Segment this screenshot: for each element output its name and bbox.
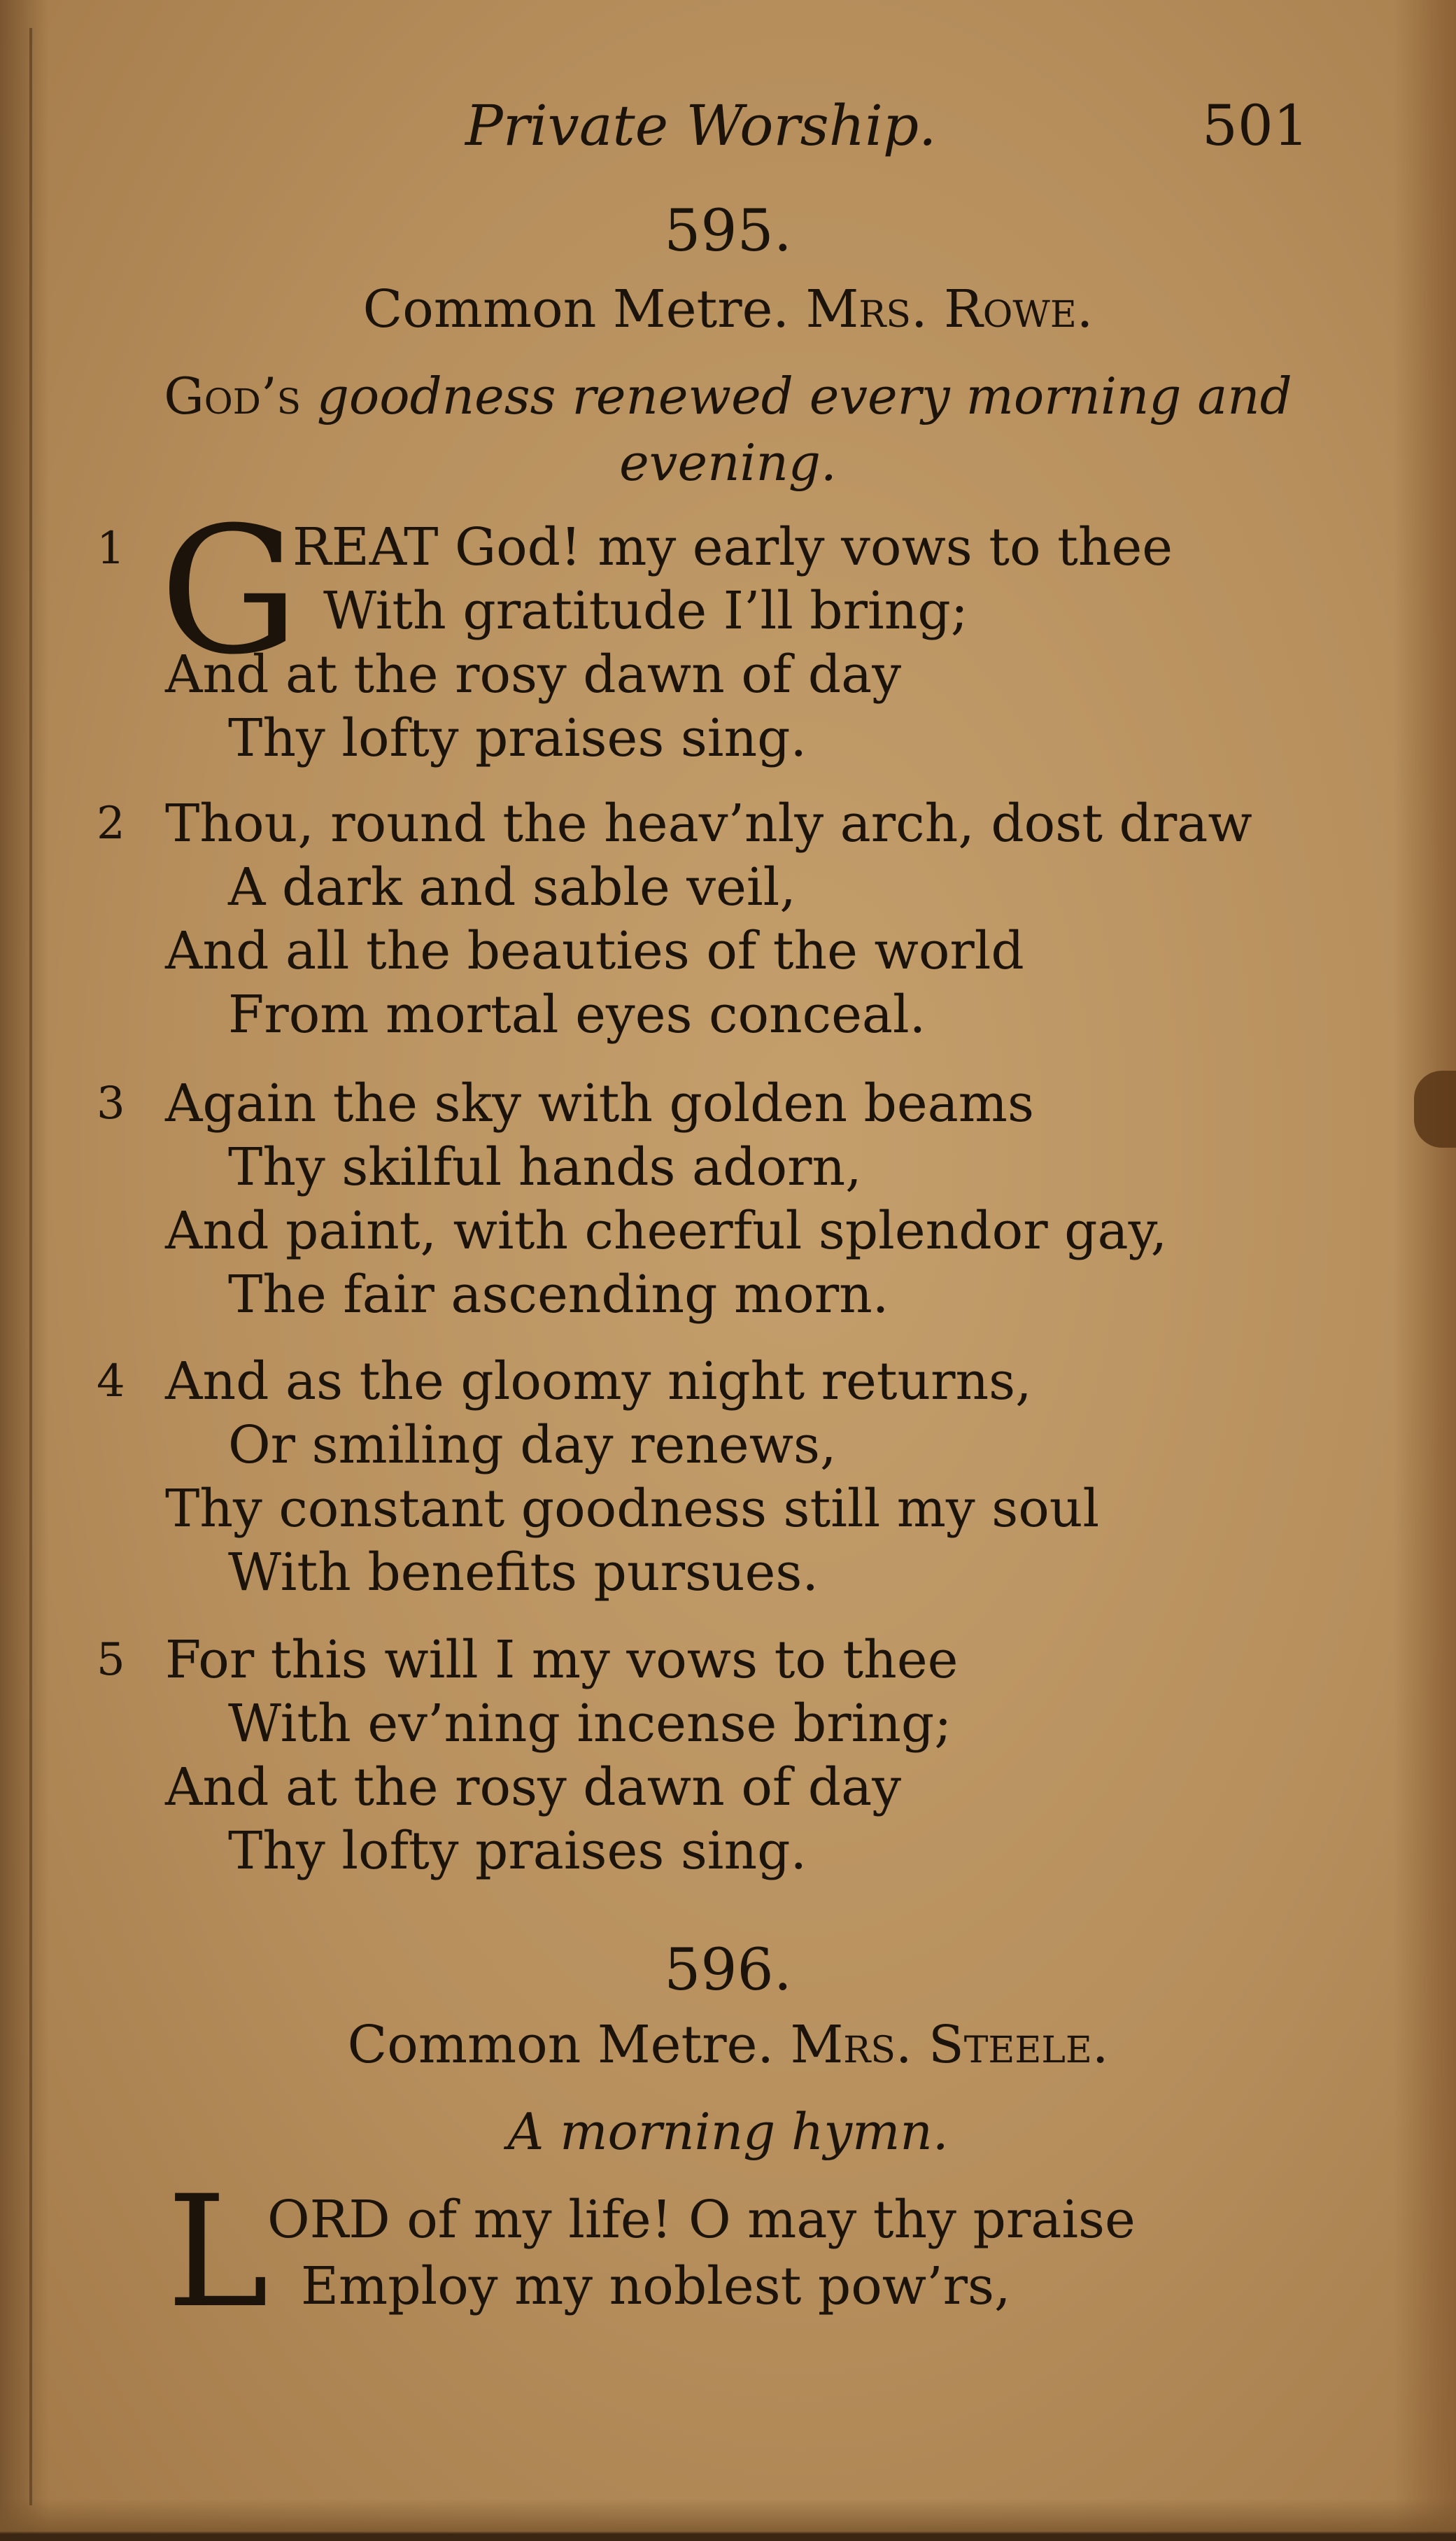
stanza-number: 1: [97, 523, 125, 575]
verse-line: And all the beauties of the world: [165, 921, 1024, 981]
hymn-meter: Common Metre.: [362, 279, 789, 339]
drop-cap: L: [167, 2162, 269, 2342]
verse-line-text: REAT God! my early vows to thee: [292, 517, 1173, 577]
verse-line: And as the gloomy night returns,: [165, 1351, 1032, 1412]
verse-line: [292, 517, 1173, 577]
verse-line: And paint, with cheerful splendor gay,: [165, 1201, 1168, 1261]
stanza-number: 4: [97, 1356, 125, 1407]
verse-line: ORD of my life! O may thy praise: [267, 2190, 1136, 2250]
verse-line: Thy lofty praises sing.: [228, 708, 807, 768]
verse-line: With ev’ning incense bring;: [228, 1694, 952, 1754]
subtitle-text: goodness renewed every morning and: [316, 367, 1292, 425]
hymn-author: Mrs. Rowe.: [805, 279, 1094, 339]
stanza-number: 5: [97, 1634, 125, 1686]
verse-line: A dark and sable veil,: [228, 857, 796, 917]
hymn-subtitle-line2: evening.: [619, 433, 837, 492]
hymn-meter-line: [0, 2015, 1456, 2075]
page-number: 501: [1202, 93, 1309, 158]
stanza-number: 3: [97, 1078, 125, 1129]
hymn-number: 596.: [664, 1937, 792, 2004]
hymn-subtitle: A morning hymn.: [507, 2102, 949, 2161]
verse-line: With gratitude I’ll bring;: [323, 581, 968, 641]
verse-line: Thy lofty praises sing.: [228, 1821, 807, 1881]
page-edge-bottom: [0, 2499, 1456, 2541]
hymn-subtitle: [0, 367, 1456, 425]
stanza-number: 2: [97, 798, 125, 850]
drop-cap: G: [160, 489, 299, 693]
verse-line: And at the rosy dawn of day: [165, 1757, 902, 1817]
paper-stain: [1414, 1071, 1456, 1148]
verse-line: Thy skilful hands adorn,: [228, 1137, 862, 1197]
subtitle-lead: God’s: [164, 367, 301, 425]
verse-line: Employ my noblest pow’rs,: [301, 2256, 1011, 2316]
hymn-meter-line: [0, 279, 1456, 339]
hymn-author: Mrs. Steele.: [790, 2015, 1109, 2075]
verse-line: Or smiling day renews,: [228, 1415, 837, 1475]
hymn-meter: Common Metre.: [347, 2015, 774, 2075]
verse-line: Thou, round the heav’nly arch, dost draw: [165, 794, 1252, 854]
verse-line: With benefits pursues.: [228, 1542, 819, 1603]
verse-line: From mortal eyes conceal.: [228, 985, 926, 1045]
running-head: Private Worship.: [465, 93, 937, 158]
verse-line: For this will I my vows to thee: [165, 1630, 959, 1690]
verse-line: The fair ascending morn.: [228, 1265, 889, 1325]
verse-line: Again the sky with golden beams: [165, 1074, 1034, 1134]
verse-line: Thy constant goodness still my soul: [165, 1479, 1100, 1539]
hymn-number: 595.: [664, 198, 792, 265]
verse-line: And at the rosy dawn of day: [165, 645, 902, 705]
